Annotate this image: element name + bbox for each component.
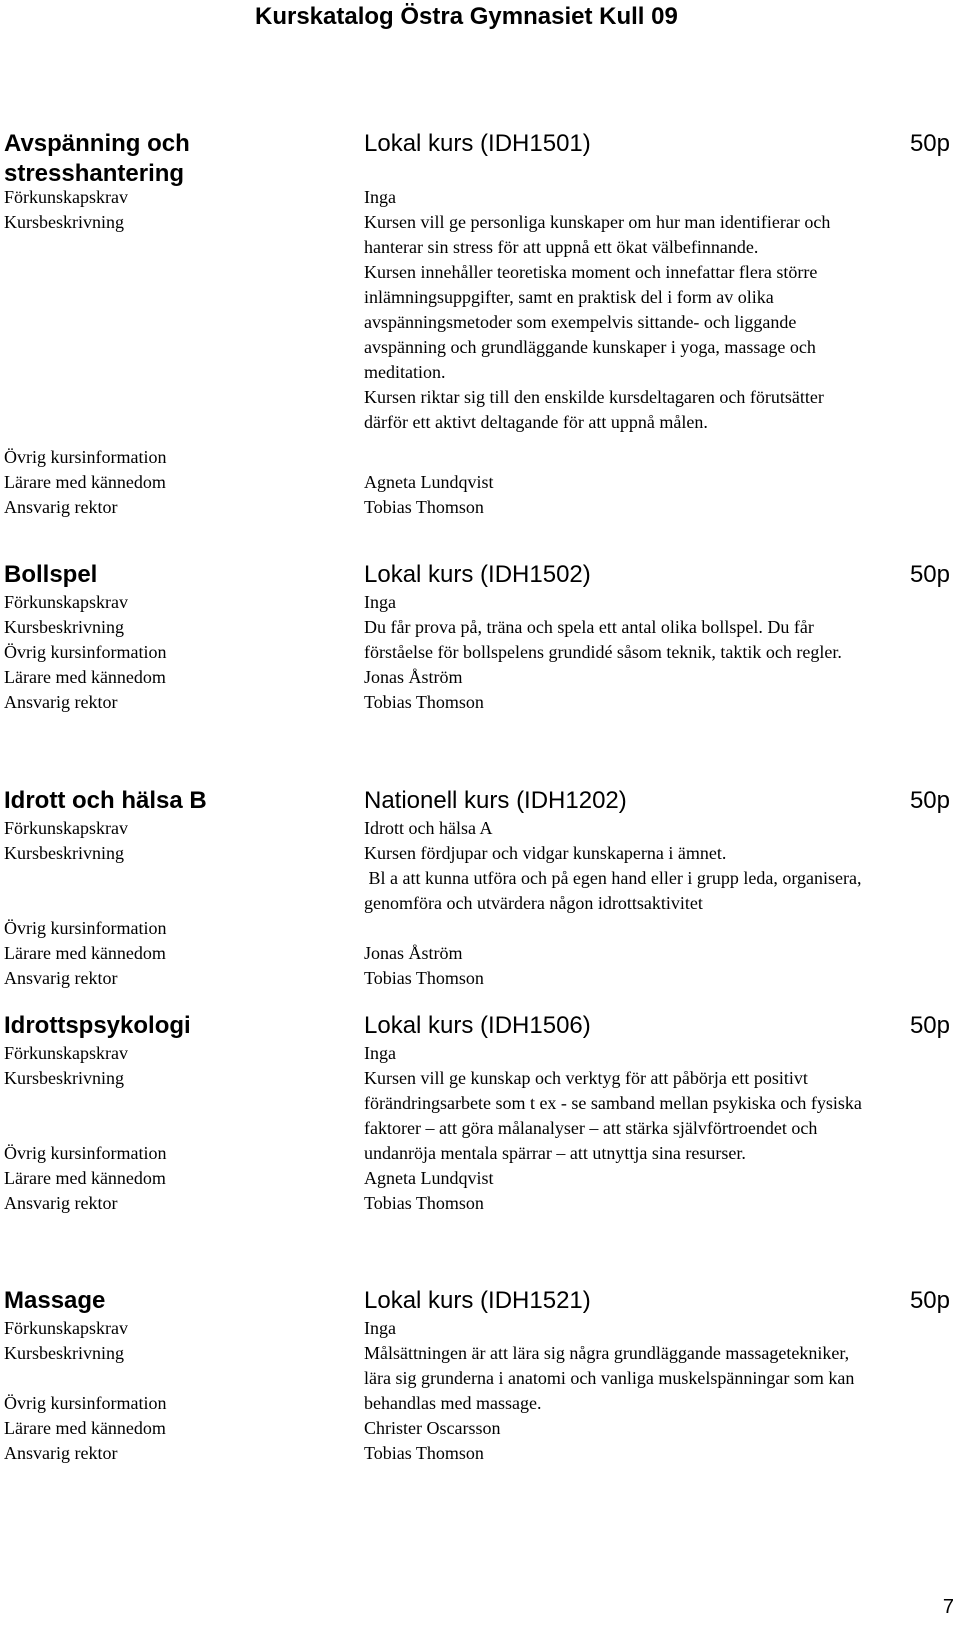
prereq-label: Förkunskapskrav — [4, 1043, 128, 1063]
principal-label: Ansvarig rektor — [4, 1193, 118, 1213]
description-paragraph: Kursen riktar sig till den enskilde kursdeltagaren och förutsätter därför ett aktivt deltagande för att uppnå målen. — [364, 387, 824, 432]
description-label: Kursbeskrivning — [4, 212, 124, 232]
principal-row — [0, 690, 960, 715]
prereq-value: Inga — [364, 187, 396, 207]
course-header — [0, 560, 960, 590]
principal-label: Ansvarig rektor — [4, 692, 118, 712]
course-header — [0, 1286, 960, 1316]
teacher-value: Agneta Lundqvist — [364, 1168, 494, 1188]
course-entry — [0, 129, 960, 520]
course-type: Nationell kurs (IDH1202) — [364, 787, 627, 814]
prereq-row — [0, 1041, 960, 1066]
other-info-label: Övrig kursinformation — [4, 1393, 167, 1413]
description-paragraph: Du får prova på, träna och spela ett antal olika bollspel. Du får förståelse för bollspelens grundidé såsom teknik, taktik och regler. — [364, 617, 842, 662]
course-type: Lokal kurs (IDH1501) — [364, 130, 591, 157]
other-info-row — [0, 1141, 960, 1166]
principal-value: Tobias Thomson — [364, 497, 484, 517]
prereq-row — [0, 590, 960, 615]
course-type: Lokal kurs (IDH1521) — [364, 1287, 591, 1314]
prereq-label: Förkunskapskrav — [4, 818, 128, 838]
prereq-row — [0, 185, 960, 210]
course-header — [0, 1011, 960, 1041]
course-points: 50p — [909, 1287, 950, 1314]
page-title: Kurskatalog Östra Gymnasiet Kull 09 — [255, 3, 678, 30]
other-info-label: Övrig kursinformation — [4, 1143, 167, 1163]
other-info-row — [0, 1391, 960, 1416]
principal-row — [0, 1191, 960, 1216]
prereq-value: Inga — [364, 592, 396, 612]
course-points: 50p — [909, 787, 950, 814]
prereq-value: Inga — [364, 1043, 396, 1063]
principal-label: Ansvarig rektor — [4, 968, 118, 988]
prereq-value: Inga — [364, 1318, 396, 1338]
page-number: 7 — [942, 1596, 954, 1618]
other-info-row — [0, 445, 960, 470]
principal-row — [0, 495, 960, 520]
principal-value: Tobias Thomson — [364, 968, 484, 988]
description-paragraph: Kursen innehåller teoretiska moment och innefattar flera större inlämningsuppgifter, samt en praktisk del i form av olika avspänningsmetoder som exempelvis sittande- och liggande avspänning och grundläggande kunskaper i yoga, massage och meditation. — [364, 262, 818, 382]
teacher-label: Lärare med kännedom — [4, 472, 166, 492]
course-name-line: Avspänning och — [4, 130, 190, 157]
prereq-label: Förkunskapskrav — [4, 592, 128, 612]
prereq-label: Förkunskapskrav — [4, 187, 128, 207]
other-info-label: Övrig kursinformation — [4, 447, 167, 467]
course-type: Lokal kurs (IDH1502) — [364, 561, 591, 588]
course-name: Idrott och hälsa B — [4, 787, 207, 814]
description-label: Kursbeskrivning — [4, 617, 124, 637]
course-entry — [0, 786, 960, 991]
principal-value: Tobias Thomson — [364, 1443, 484, 1463]
course-header — [0, 129, 960, 185]
teacher-label: Lärare med kännedom — [4, 943, 166, 963]
teacher-value: Jonas Åström — [364, 667, 463, 687]
principal-row — [0, 966, 960, 991]
course-entry — [0, 1286, 960, 1466]
prereq-row — [0, 1316, 960, 1341]
description-value — [364, 210, 864, 435]
description-row — [0, 841, 960, 916]
description-paragraph: Bl a att kunna utföra och på egen hand eller i grupp leda, organisera, genomföra och utvärdera någon idrottsaktivitet — [364, 868, 866, 913]
principal-label: Ansvarig rektor — [4, 1443, 118, 1463]
course-name — [4, 129, 324, 189]
teacher-row — [0, 941, 960, 966]
description-paragraph: Kursen vill ge kunskap och verktyg för att påbörja ett positivt förändringsarbete som t ex - se samband mellan psykiska och fysiska faktorer – att göra målanalyser – att stärka självförtroendet och undanröja mentala spärrar – att utnyttja sina resurser. — [364, 1068, 862, 1163]
course-entry — [0, 1011, 960, 1216]
course-header — [0, 786, 960, 816]
principal-row — [0, 1441, 960, 1466]
course-points: 50p — [909, 130, 950, 157]
teacher-value: Jonas Åström — [364, 943, 463, 963]
other-info-label: Övrig kursinformation — [4, 918, 167, 938]
description-row — [0, 210, 960, 435]
teacher-value: Christer Oscarsson — [364, 1418, 501, 1438]
teacher-row — [0, 1416, 960, 1441]
principal-value: Tobias Thomson — [364, 692, 484, 712]
course-points: 50p — [909, 1012, 950, 1039]
course-points: 50p — [909, 561, 950, 588]
description-label: Kursbeskrivning — [4, 1343, 124, 1363]
description-paragraph: Kursen fördjupar och vidgar kunskaperna i ämnet. — [364, 843, 727, 863]
principal-value: Tobias Thomson — [364, 1193, 484, 1213]
course-name-line: stresshantering — [4, 160, 185, 187]
teacher-row — [0, 665, 960, 690]
teacher-row — [0, 470, 960, 495]
description-value — [364, 841, 864, 916]
course-entry — [0, 560, 960, 715]
principal-label: Ansvarig rektor — [4, 497, 118, 517]
prereq-row — [0, 816, 960, 841]
description-paragraph: Kursen vill ge personliga kunskaper om hur man identifierar och hanterar sin stress för att uppnå ett ökat välbefinnande. — [364, 212, 831, 257]
description-label: Kursbeskrivning — [4, 1068, 124, 1088]
course-name: Bollspel — [4, 561, 98, 588]
other-info-row — [0, 916, 960, 941]
prereq-value: Idrott och hälsa A — [364, 818, 493, 838]
prereq-label: Förkunskapskrav — [4, 1318, 128, 1338]
teacher-label: Lärare med kännedom — [4, 667, 166, 687]
teacher-label: Lärare med kännedom — [4, 1168, 166, 1188]
description-paragraph: Målsättningen är att lära sig några grundläggande massagetekniker, lära sig grunderna i anatomi och vanliga muskelspänningar som kan behandlas med massage. — [364, 1343, 855, 1413]
other-info-label: Övrig kursinformation — [4, 642, 167, 662]
description-label: Kursbeskrivning — [4, 843, 124, 863]
teacher-value: Agneta Lundqvist — [364, 472, 494, 492]
course-name: Idrottspsykologi — [4, 1012, 191, 1039]
course-name: Massage — [4, 1287, 106, 1314]
course-type: Lokal kurs (IDH1506) — [364, 1012, 591, 1039]
teacher-label: Lärare med kännedom — [4, 1418, 166, 1438]
other-info-row — [0, 640, 960, 665]
teacher-row — [0, 1166, 960, 1191]
